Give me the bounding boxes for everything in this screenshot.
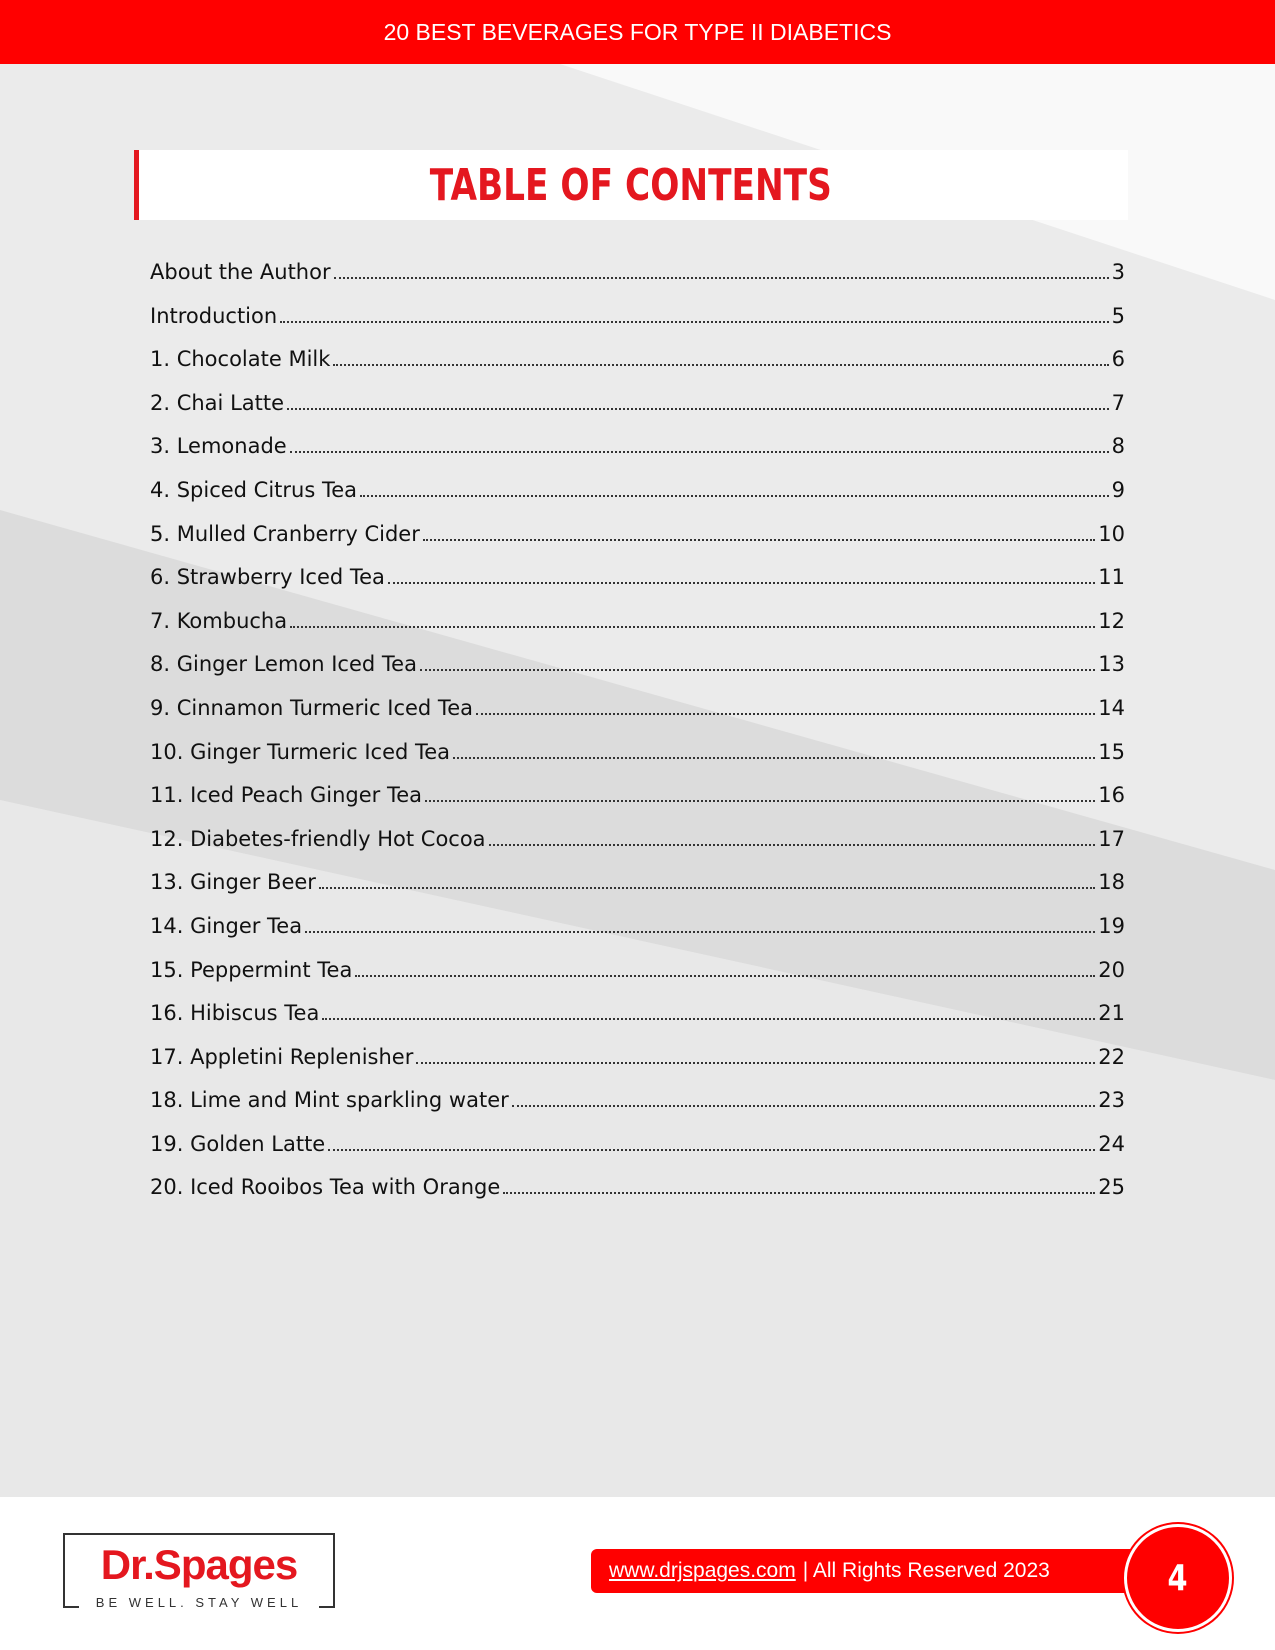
copyright-text: | All Rights Reserved 2023 (802, 1559, 1050, 1582)
footer-strip (591, 1549, 1131, 1593)
toc-entry-label: Introduction (150, 303, 278, 328)
toc-entry-label: 18. Lime and Mint sparkling water (150, 1088, 509, 1113)
toc-entry-label: 12. Diabetes-friendly Hot Cocoa (150, 826, 486, 851)
page-number-badge (1124, 1524, 1232, 1632)
toc-entry-label: 20. Iced Rooibos Tea with Orange (150, 1175, 501, 1200)
logo-tagline: BE WELL. STAY WELL (79, 1595, 319, 1610)
toc-entry[interactable] (150, 870, 1125, 914)
toc-dot-leader (290, 435, 1109, 453)
toc-entry-label: About the Author (150, 260, 331, 284)
toc-entry-page: 18 (1098, 870, 1125, 895)
toc-entry-page: 9 (1111, 477, 1125, 502)
toc-dot-leader (425, 784, 1095, 802)
toc-entry-page: 10 (1098, 521, 1125, 546)
toc-entry-label: 9. Cinnamon Turmeric Iced Tea (150, 695, 473, 720)
toc-dot-leader (328, 1133, 1095, 1151)
toc-dot-leader (333, 348, 1108, 366)
toc-entry-label: 17. Appletini Replenisher (150, 1044, 414, 1069)
toc-entry-page: 21 (1098, 1001, 1125, 1026)
toc-entry-label: 6. Strawberry Iced Tea (150, 565, 385, 590)
toc-title-box (134, 150, 1128, 220)
toc-entry[interactable] (150, 696, 1125, 740)
toc-entry-page: 15 (1098, 739, 1125, 764)
toc-entry-page: 13 (1098, 652, 1125, 677)
logo-name: Dr.Spages (100, 1541, 298, 1588)
toc-entry[interactable] (150, 783, 1125, 827)
toc-entry[interactable] (150, 260, 1125, 304)
website-link[interactable]: www.drjspages.com (609, 1559, 796, 1582)
toc-dot-leader (489, 828, 1096, 846)
toc-title: TABLE OF CONTENTS (429, 159, 833, 211)
toc-entry[interactable] (150, 1045, 1125, 1089)
page-number: 4 (1167, 1557, 1189, 1599)
toc-entry-page: 3 (1111, 260, 1125, 284)
toc-entry[interactable] (150, 740, 1125, 784)
toc-entry[interactable] (150, 565, 1125, 609)
toc-entry-page: 5 (1111, 303, 1125, 328)
toc-entry-label: 1. Chocolate Milk (150, 347, 331, 372)
toc-entry-label: 3. Lemonade (150, 434, 287, 459)
toc-dot-leader (512, 1089, 1096, 1107)
toc-entry-page: 17 (1098, 826, 1125, 851)
header-title: 20 BEST BEVERAGES FOR TYPE II DIABETICS (383, 18, 892, 45)
toc-dot-leader (322, 1002, 1095, 1020)
toc-dot-leader (319, 871, 1095, 889)
toc-entry-page: 22 (1098, 1044, 1125, 1069)
toc-entry[interactable] (150, 1175, 1125, 1219)
toc-dot-leader (453, 741, 1095, 759)
toc-dot-leader (388, 566, 1095, 584)
toc-entry[interactable] (150, 652, 1125, 696)
toc-entry[interactable] (150, 304, 1125, 348)
toc-entry[interactable] (150, 827, 1125, 871)
toc-entry[interactable] (150, 609, 1125, 653)
brand-logo (63, 1533, 335, 1608)
toc-dot-leader (334, 261, 1109, 279)
toc-dot-leader (416, 1046, 1095, 1064)
toc-entry-label: 4. Spiced Citrus Tea (150, 477, 358, 502)
toc-entry-page: 14 (1098, 695, 1125, 720)
toc-entry-page: 12 (1098, 608, 1125, 633)
toc-entry-page: 23 (1098, 1088, 1125, 1113)
toc-dot-leader (305, 915, 1095, 933)
toc-entry-page: 8 (1111, 434, 1125, 459)
toc-entry-page: 25 (1098, 1175, 1125, 1200)
toc-entry-label: 8. Ginger Lemon Iced Tea (150, 652, 417, 677)
toc-accent-bar (134, 150, 139, 220)
toc-entry-label: 16. Hibiscus Tea (150, 1001, 320, 1026)
toc-entry[interactable] (150, 347, 1125, 391)
toc-entry[interactable] (150, 1088, 1125, 1132)
header-bar (0, 0, 1275, 64)
toc-entry-label: 2. Chai Latte (150, 390, 285, 415)
toc-dot-leader (423, 523, 1095, 541)
toc-entry[interactable] (150, 434, 1125, 478)
toc-entry[interactable] (150, 522, 1125, 566)
toc-entry[interactable] (150, 1132, 1125, 1176)
toc-dot-leader (420, 653, 1095, 671)
toc-entry-page: 6 (1111, 347, 1125, 372)
toc-dot-leader (355, 959, 1095, 977)
toc-entry[interactable] (150, 1001, 1125, 1045)
toc-dot-leader (290, 610, 1095, 628)
toc-dot-leader (280, 305, 1108, 323)
toc-entry[interactable] (150, 391, 1125, 435)
toc-entry-page: 20 (1098, 957, 1125, 982)
toc-entry-label: 19. Golden Latte (150, 1131, 326, 1156)
toc-dot-leader (476, 697, 1095, 715)
toc-entry-page: 11 (1098, 565, 1125, 590)
toc-entry-page: 7 (1111, 390, 1125, 415)
toc-entry-label: 10. Ginger Turmeric Iced Tea (150, 739, 451, 764)
toc-entry[interactable] (150, 478, 1125, 522)
toc-entry-label: 7. Kombucha (150, 608, 288, 633)
toc-entry-label: 11. Iced Peach Ginger Tea (150, 783, 422, 808)
toc-entry-label: 5. Mulled Cranberry Cider (150, 521, 420, 546)
toc-entry-page: 24 (1098, 1131, 1125, 1156)
toc-entry[interactable] (150, 958, 1125, 1002)
toc-entry-label: 13. Ginger Beer (150, 870, 316, 895)
toc-entry-label: 14. Ginger Tea (150, 913, 303, 938)
toc-entry-page: 19 (1098, 913, 1125, 938)
toc-entry-label: 15. Peppermint Tea (150, 957, 353, 982)
toc-list (150, 260, 1125, 1219)
toc-entry-page: 16 (1098, 783, 1125, 808)
toc-dot-leader (287, 392, 1109, 410)
toc-entry[interactable] (150, 914, 1125, 958)
toc-dot-leader (503, 1176, 1095, 1194)
toc-dot-leader (360, 479, 1109, 497)
